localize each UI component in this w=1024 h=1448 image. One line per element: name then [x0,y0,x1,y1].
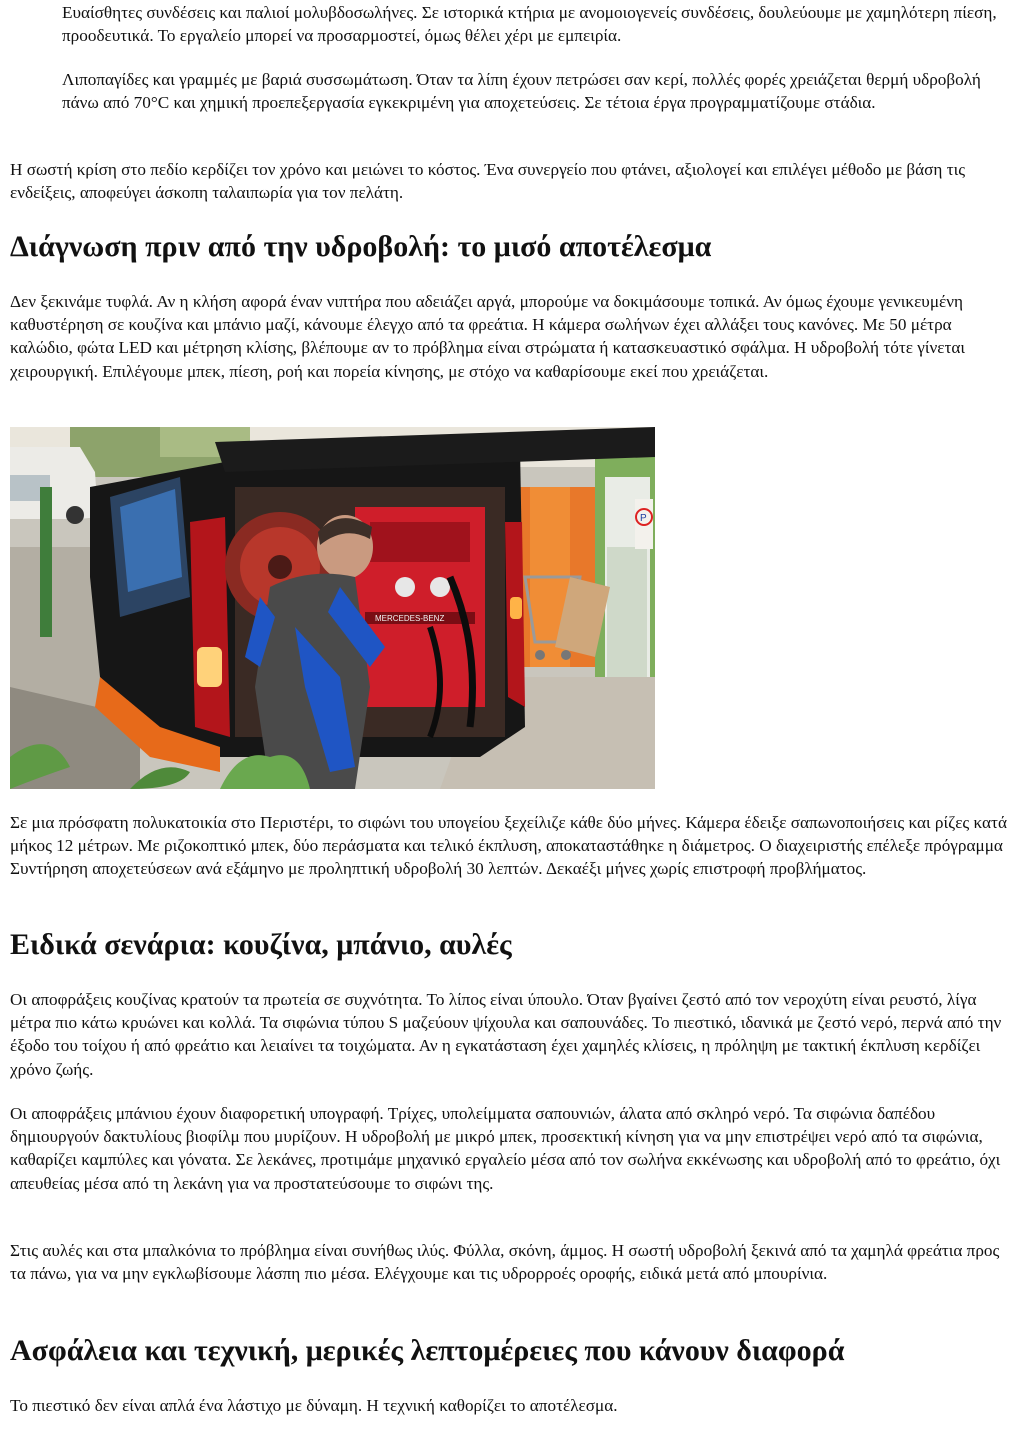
paragraph-bathroom: Οι αποφράξεις μπάνιου έχουν διαφορετική υπογραφή. Τρίχες, υπολείμματα σαπουνιών, άλατα από σκληρό νερό. Τα σιφώνια δαπέδου δημιουργούν δακτυλίους βιοφίλμ που μυρίζουν. Η υδροβολή με μικρό μπεκ, προσεκτική κίνηση για να μην επιστρέψει νερό από τα σιφώνια, καθαρίζει καμπύλες και γόνατα. Σε λεκάνες, προτιμάμε μηχανικό εργαλείο μέσα από τον σωλήνα εκκένωσης και υδροβολή από το φρεάτιο, όχι απευθείας μέσα από τη λεκάνη για να προστατεύσουμε το σιφώνι της. [10,1104,1001,1193]
van-badge-text: MERCEDES-BENZ [375,614,445,623]
paragraph-diagnosis: Δεν ξεκινάμε τυφλά. Αν η κλήση αφορά έναν νιπτήρα που αδειάζει αργά, μπορούμε να δοκιμάσουμε τοπικά. Αν όμως έχουμε γενικευμένη καθυστέρηση σε κουζίνα και μπάνιο μαζί, κάνουμε έλεγχο από τα φρεάτια. Η κάμερα σωλήνων έχει αλλάξει τους κανόνες. Με 50 μέτρα καλώδιο, φώτα LED και μέτρηση κλίσης, βλέπουμε αν το πρόβλημα είναι στρώματα ή κατασκευαστικό σφάλμα. Η υδροβολή τότε γίνεται χειρουργική. Επιλέγουμε μπεκ, πίεση, ροή και πορεία κίνησης, με στόχο να καθαρίσουμε εκεί που χρειάζεται. [10,292,966,381]
article-photo-van-jetter [10,427,655,789]
heading-safety-technique: Ασφάλεια και τεχνική, μερικές λεπτομέρειες που κάνουν διαφορά [10,1334,845,1367]
heading-special-scenarios: Ειδικά σενάρια: κουζίνα, μπάνιο, αυλές [10,928,512,961]
paragraph-technique: Το πιεστικό δεν είναι απλά ένα λάστιχο με δύναμη. Η τεχνική καθορίζει το αποτέλεσμα. [10,1396,618,1415]
paragraph-field-judgement: Η σωστή κρίση στο πεδίο κερδίζει τον χρόνο και μειώνει το κόστος. Ένα συνεργείο που φτάνει, αξιολογεί και επιλέγει μέθοδο με βάση τις ενδείξεις, αποφεύγει άσκοπη ταλαιπωρία για τον πελάτη. [10,160,966,203]
paragraph-grease-traps: Λιποπαγίδες και γραμμές με βαριά συσσωμάτωση. Όταν τα λίπη έχουν πετρώσει σαν κερί, πολλές φορές χρειάζεται θερμή υδροβολή πάνω από 70°C και χημική προεπεξεργασία εγκεκριμένη για αποχετεύσεις. Σε τέτοια έργα προγραμματίζουμε στάδια. [62,70,981,113]
paragraph-kitchen: Οι αποφράξεις κουζίνας κρατούν τα πρωτεία σε συχνότητα. Το λίπος είναι ύπουλο. Όταν βγαίνει ζεστό από τον νεροχύτη είναι ρευστό, λίγα μέτρα πιο κάτω κρυώνει και κολλά. Τα σιφώνια τύπου S μαζεύουν ψίχουλα και σαπουνάδες. Το πιεστικό, ιδανικά με ζεστό νερό, περνά από την έξοδο του τοίχου ή από φρεάτιο και λειαίνει τα τοιχώματα. Αν η εγκατάσταση έχει χαμηλές κλίσεις, η πρόληψη με τακτική έκπλυση κερδίζει χρόνο ζωής. [10,990,1002,1079]
van-photo-illustration [10,427,655,789]
paragraph-lead-pipes: Ευαίσθητες συνδέσεις και παλιοί μολυβδοσωλήνες. Σε ιστορικά κτήρια με ανομοιογενείς συνδέσεις, δουλεύουμε με χαμηλότερη πίεση, προοδευτικά. Το εργαλείο μπορεί να προσαρμοστεί, όμως θέλει χέρι με εμπειρία. [62,3,997,46]
paragraph-yards: Στις αυλές και στα μπαλκόνια το πρόβλημα είναι συνήθως ιλύς. Φύλλα, σκόνη, άμμος. Η σωστή υδροβολή ξεκινά από τα χαμηλά φρεάτια προς τα πάνω, για να μην εγκλωβίσουμε λάσπη πιο μέσα. Ελέγχουμε και τις υδρορροές οροφής, ειδικά μετά από μπουρίνια. [10,1241,1000,1284]
paragraph-case-study: Σε μια πρόσφατη πολυκατοικία στο Περιστέρι, το σιφώνι του υπογείου ξεχείλιζε κάθε δύο μήνες. Κάμερα έδειξε σαπωνοποιήσεις και ρίζες κατά μήκος 12 μέτρων. Με ριζοκοπτικό μπεκ, δύο περάσματα και τελικό έκπλυση, αποκαταστάθηκε η διάμετρος. Ο διαχειριστής επέλεξε πρόγραμμα Συντήρηση αποχετεύσεων ανά εξάμηνο με προληπτική υδροβολή 30 λεπτών. Δεκαέξι μήνες χωρίς επιστροφή προβλήματος. [10,813,1007,879]
heading-diagnosis: Διάγνωση πριν από την υδροβολή: το μισό αποτέλεσμα [10,230,712,263]
no-parking-sign: P [640,513,647,524]
